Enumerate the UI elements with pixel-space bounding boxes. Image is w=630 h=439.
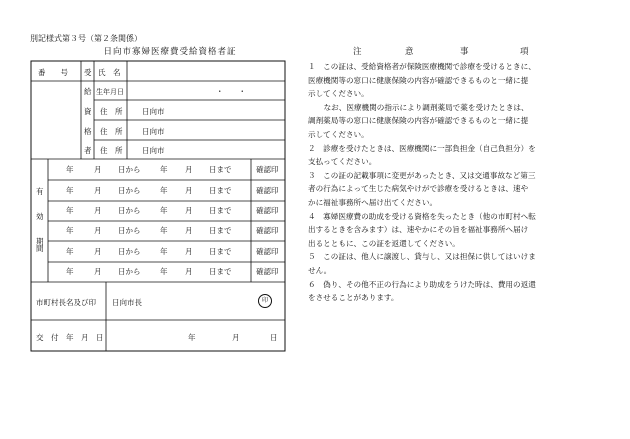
period-from: 日から bbox=[118, 267, 141, 276]
address-value: 日向市 bbox=[142, 107, 165, 116]
period-from: 日から bbox=[118, 226, 141, 235]
period-month: 月 bbox=[94, 206, 102, 215]
validity-col-char: 期 bbox=[36, 237, 44, 246]
notice-line: 出るとともに、この証を返還してください。 bbox=[308, 238, 460, 248]
notice-line: ２ 診療を受けたときは、医療機関に一部負担金（自己負担分）を bbox=[308, 143, 536, 153]
period-year: 年 bbox=[66, 206, 74, 215]
number-label: 番 号 bbox=[38, 68, 68, 77]
period-month: 月 bbox=[185, 226, 193, 235]
notice-title-char: 注 bbox=[353, 47, 362, 57]
confirm-stamp-label: 確認印 bbox=[256, 206, 279, 215]
period-from: 日から bbox=[118, 247, 141, 256]
period-year: 年 bbox=[66, 267, 74, 276]
validity-col-char: 有 bbox=[36, 187, 44, 196]
period-year: 年 bbox=[66, 247, 74, 256]
confirm-stamp-label: 確認印 bbox=[256, 267, 279, 276]
notice-line: なお、医療機関の指示により調剤薬局で薬を受けたときは、 bbox=[316, 102, 529, 112]
period-month: 月 bbox=[94, 165, 102, 174]
period-to: 日まで bbox=[209, 165, 232, 174]
certificate-title: 日向市寡婦医療費受給資格者証 bbox=[103, 47, 237, 57]
period-month: 月 bbox=[94, 247, 102, 256]
notice-title-char: 意 bbox=[405, 47, 414, 57]
notice-line: ６ 偽り、その他不正の行為により助成をうけた時は、費用の返還 bbox=[308, 279, 536, 289]
period-year: 年 bbox=[66, 186, 74, 195]
address-value: 日向市 bbox=[142, 146, 165, 155]
recipient-col-char: 給 bbox=[84, 87, 92, 96]
notice-line: ３ この証の記載事項に変更があったとき、又は交通事故など第三 bbox=[308, 170, 536, 180]
mayor-label: 市町村長名及び印 bbox=[36, 298, 96, 307]
period-year: 年 bbox=[160, 226, 168, 235]
seal-mark: 印 bbox=[258, 294, 272, 308]
notice-line: ４ 寡婦医療費の助成を受ける資格を失ったとき（他の市町村へ転 bbox=[308, 211, 536, 221]
address-label: 住 所 bbox=[100, 107, 123, 116]
issue-year: 年 bbox=[188, 333, 196, 342]
notice-list bbox=[308, 60, 598, 305]
name-label: 氏 名 bbox=[98, 68, 121, 77]
recipient-col-char: 受 bbox=[84, 68, 92, 77]
period-to: 日まで bbox=[209, 206, 232, 215]
notice-line: せん。 bbox=[308, 265, 332, 275]
period-month: 月 bbox=[185, 165, 193, 174]
period-from: 日から bbox=[118, 165, 141, 174]
period-to: 日まで bbox=[209, 267, 232, 276]
confirm-stamp-label: 確認印 bbox=[256, 186, 279, 195]
period-year: 年 bbox=[160, 186, 168, 195]
birthdate-label: 生年月日 bbox=[96, 88, 124, 96]
period-to: 日まで bbox=[209, 247, 232, 256]
confirm-stamp-label: 確認印 bbox=[256, 247, 279, 256]
mayor-value: 日向市長 bbox=[112, 298, 142, 307]
period-year: 年 bbox=[160, 247, 168, 256]
period-month: 月 bbox=[94, 186, 102, 195]
period-month: 月 bbox=[185, 267, 193, 276]
notice-line: をさせることがあります。 bbox=[308, 293, 399, 303]
notice-line: かに福祉事務所へ届け出てください。 bbox=[308, 197, 438, 207]
notice-line: 者の行為によって生じた病気やけがで診療を受けるときは、速や bbox=[308, 184, 529, 194]
validity-col-char: 間 bbox=[36, 244, 44, 253]
notice-line: 調剤薬局等の窓口に健康保険の内容が確認できるものと一緒に提 bbox=[308, 116, 529, 126]
period-year: 年 bbox=[160, 206, 168, 215]
period-month: 月 bbox=[185, 206, 193, 215]
notice-line: １ この証は、受給資格者が保険医療機関で診療を受けるときに、 bbox=[308, 62, 536, 71]
notice-line: 示してください。 bbox=[308, 89, 369, 99]
issue-day: 日 bbox=[270, 333, 278, 342]
notice-title-char: 事 bbox=[460, 47, 469, 57]
period-from: 日から bbox=[118, 206, 141, 215]
notice-line: 出するときを含みます）は、速やかにその旨を福祉事務所へ届け bbox=[308, 225, 529, 235]
period-month: 月 bbox=[185, 247, 193, 256]
period-year: 年 bbox=[160, 267, 168, 276]
address-value: 日向市 bbox=[142, 127, 165, 136]
period-month: 月 bbox=[185, 186, 193, 195]
validity-col-char: 効 bbox=[36, 212, 44, 221]
notice-line: 支払ってください。 bbox=[308, 157, 377, 167]
confirm-stamp-label: 確認印 bbox=[256, 226, 279, 235]
period-month: 月 bbox=[94, 226, 102, 235]
period-year: 年 bbox=[160, 165, 168, 174]
notice-line: 医療機関等の窓口に健康保険の内容が確認できるものと一緒に提 bbox=[308, 75, 529, 85]
address-label: 住 所 bbox=[100, 146, 123, 155]
period-from: 日から bbox=[118, 186, 141, 195]
address-label: 住 所 bbox=[100, 127, 123, 136]
form-number-header: 別記様式第３号（第２条関係） bbox=[30, 34, 142, 43]
confirm-stamp-label: 確認印 bbox=[256, 165, 279, 174]
recipient-col-char: 格 bbox=[84, 127, 92, 136]
period-year: 年 bbox=[66, 165, 74, 174]
notice-line: ５ この証は、他人に譲渡し、貸与し、又は担保に供してはいけま bbox=[308, 252, 536, 262]
notice-line: 示してください。 bbox=[308, 129, 369, 139]
period-year: 年 bbox=[66, 226, 74, 235]
notice-title-char: 項 bbox=[520, 47, 529, 57]
recipient-col-char: 資 bbox=[84, 107, 92, 116]
period-month: 月 bbox=[94, 267, 102, 276]
period-to: 日まで bbox=[209, 226, 232, 235]
period-to: 日まで bbox=[209, 186, 232, 195]
recipient-col-char: 者 bbox=[84, 146, 92, 155]
issue-date-label: 交 付 年 月 日 bbox=[36, 333, 104, 342]
birth-dots: ・ ・ bbox=[216, 87, 246, 96]
issue-month: 月 bbox=[232, 333, 240, 342]
